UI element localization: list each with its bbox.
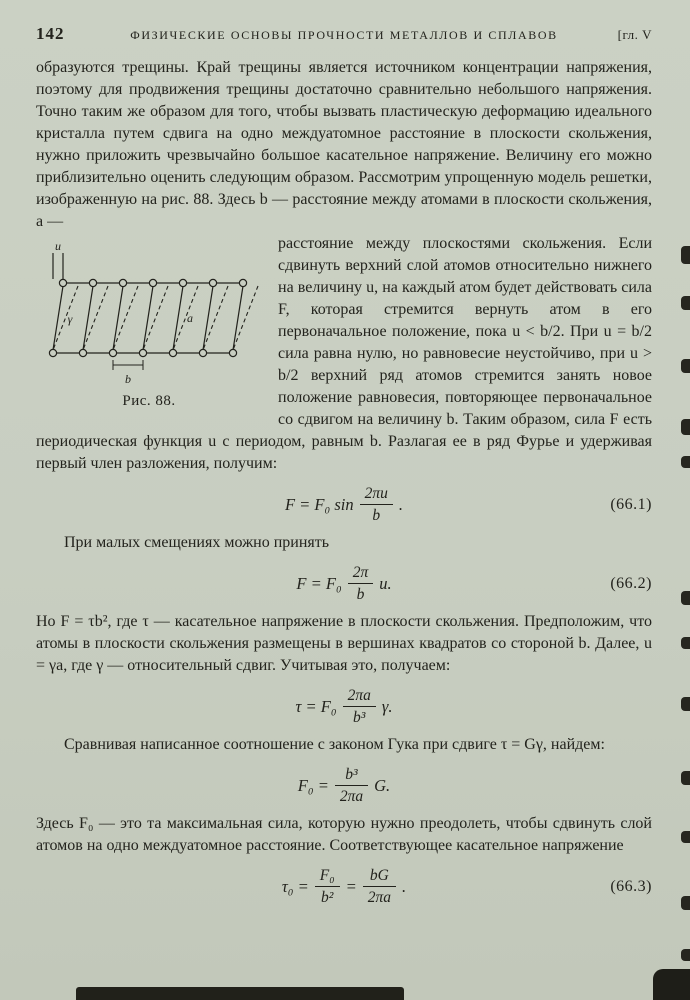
figure-label-a: a (187, 311, 193, 325)
eq5-fraction-1: $\frac{\text{F₀}}{\text{b²}}$ (315, 866, 340, 907)
equation-66-1 (36, 484, 652, 525)
figure-label-b: b (125, 372, 131, 386)
scan-artifact (76, 987, 404, 1000)
scan-artifact (681, 419, 690, 435)
scan-artifact (681, 896, 690, 910)
figure-label-u: u (55, 239, 61, 253)
equation-tau (36, 686, 652, 727)
equation-number: (66.1) (610, 495, 652, 513)
eq5-tail: . (402, 876, 407, 896)
page-number: 142 (36, 24, 65, 43)
scan-artifact (681, 771, 690, 785)
eq3-tail: γ. (381, 696, 393, 716)
eq1-fraction: $\frac{2\pi u}{b}$ (360, 484, 393, 525)
equation-number: (66.3) (610, 877, 652, 895)
eq4-lhs: F₀ = (297, 775, 329, 795)
figure-label-gamma: γ (67, 312, 73, 326)
scan-artifact (653, 969, 690, 1000)
eq3-lhs: τ = F₀ (295, 696, 337, 716)
scan-artifact (681, 456, 690, 468)
eq3-fraction: $\frac{2\pi a}{\text{b³}}$ (343, 686, 376, 727)
eq2-tail: u. (379, 573, 392, 593)
running-title: ФИЗИЧЕСКИЕ ОСНОВЫ ПРОЧНОСТИ МЕТАЛЛОВ И СПЛАВОВ (130, 28, 558, 42)
page-header (36, 24, 652, 44)
paragraph-intro: образуются трещины. Край трещины является источником концентрации напряжения, поэтому для продвижения трещины достаточно сравнительно небольшого напряжения. Точно таким же образом для того, чтобы вызвать пластическую деформацию идеального кристалла путем сдвига на одно междуатомное расстояние в плоскости скольжения, нужно приложить чрезвычайно большое касательное напряжение. Величину его можно приблизительно оценить следующим образом. Рассмотрим упрощенную модель решетки, изображенную на рис. 88. Здесь b — расстояние между атомами в плоскости скольжения, a — (36, 59, 652, 230)
eq5-lhs: τ₀ = (281, 876, 309, 896)
paragraph-wrap: расстояние между плоскостями скольжения. Если сдвинуть верхний слой атомов относительно нижнего на величину u, на каждый атом будет действовать сила F, которая стремится вернуть атом в его первоначальное положение, пока u < b/2. При u = b/2 сила равна нулю, но равновесие неустойчиво, при u > b/2 верхний ряд атомов стремится занять новое положение равновесия, повторяющее первоначальное со сдвигом на величину b. Таким образом, сила F есть периодическая функция u с периодом, равным b. Разлагая ее в ряд Фурье и удерживая первый член разложения, получим: (36, 235, 652, 472)
eq2-lhs: F = F₀ (296, 573, 342, 593)
scan-artifact (681, 697, 690, 711)
eq1-lhs: F = F₀ sin (284, 494, 354, 514)
lattice-diagram (38, 239, 260, 389)
eq2-fraction: $\frac{2\pi}{b}$ (348, 563, 374, 604)
paragraph-f0-meaning: Здесь F₀ — это та максимальная сила, которую нужно преодолеть, чтобы сдвинуть слой атомов на одно междуатомное расстояние. Соответствующее касательное напряжение (36, 815, 652, 854)
scan-artifact (681, 359, 690, 373)
eq4-tail: G. (374, 775, 391, 795)
eq4-fraction: $\frac{\text{b³}}{2\pi a}$ (335, 765, 368, 806)
scan-artifact (681, 637, 690, 649)
scan-artifact (681, 246, 690, 264)
scan-artifact (681, 591, 690, 605)
scan-artifact (681, 949, 690, 961)
paragraph-hooke-comparison: Сравнивая написанное соотношение с законом Гука при сдвиге τ = Gγ, найдем: (64, 736, 605, 753)
figure-88 (36, 239, 262, 410)
figure-caption: Рис. 88. (122, 393, 176, 409)
equation-66-2 (36, 563, 652, 604)
scan-artifact (681, 831, 690, 843)
equation-f0 (36, 765, 652, 806)
eq1-tail: . (398, 494, 404, 514)
scan-artifact (681, 296, 690, 310)
chapter-marker: [гл. V (617, 27, 652, 42)
equation-66-3 (36, 866, 652, 907)
equation-number: (66.2) (610, 574, 652, 592)
paragraph-tau-definition: Но F = τb², где τ — касательное напряжение в плоскости скольжения. Предположим, что атомы в плоскости скольжения размещены в вершинах квадратов со стороной b. Далее, u = γa, где γ — относительный сдвиг. Учитывая это, получаем: (36, 613, 652, 674)
eq5-mid: = (345, 876, 357, 896)
figure-text-flow (36, 233, 652, 475)
eq5-fraction-2: $\frac{bG}{2\pi a}$ (363, 866, 396, 907)
paragraph-small-shifts: При малых смещениях можно принять (64, 534, 330, 551)
